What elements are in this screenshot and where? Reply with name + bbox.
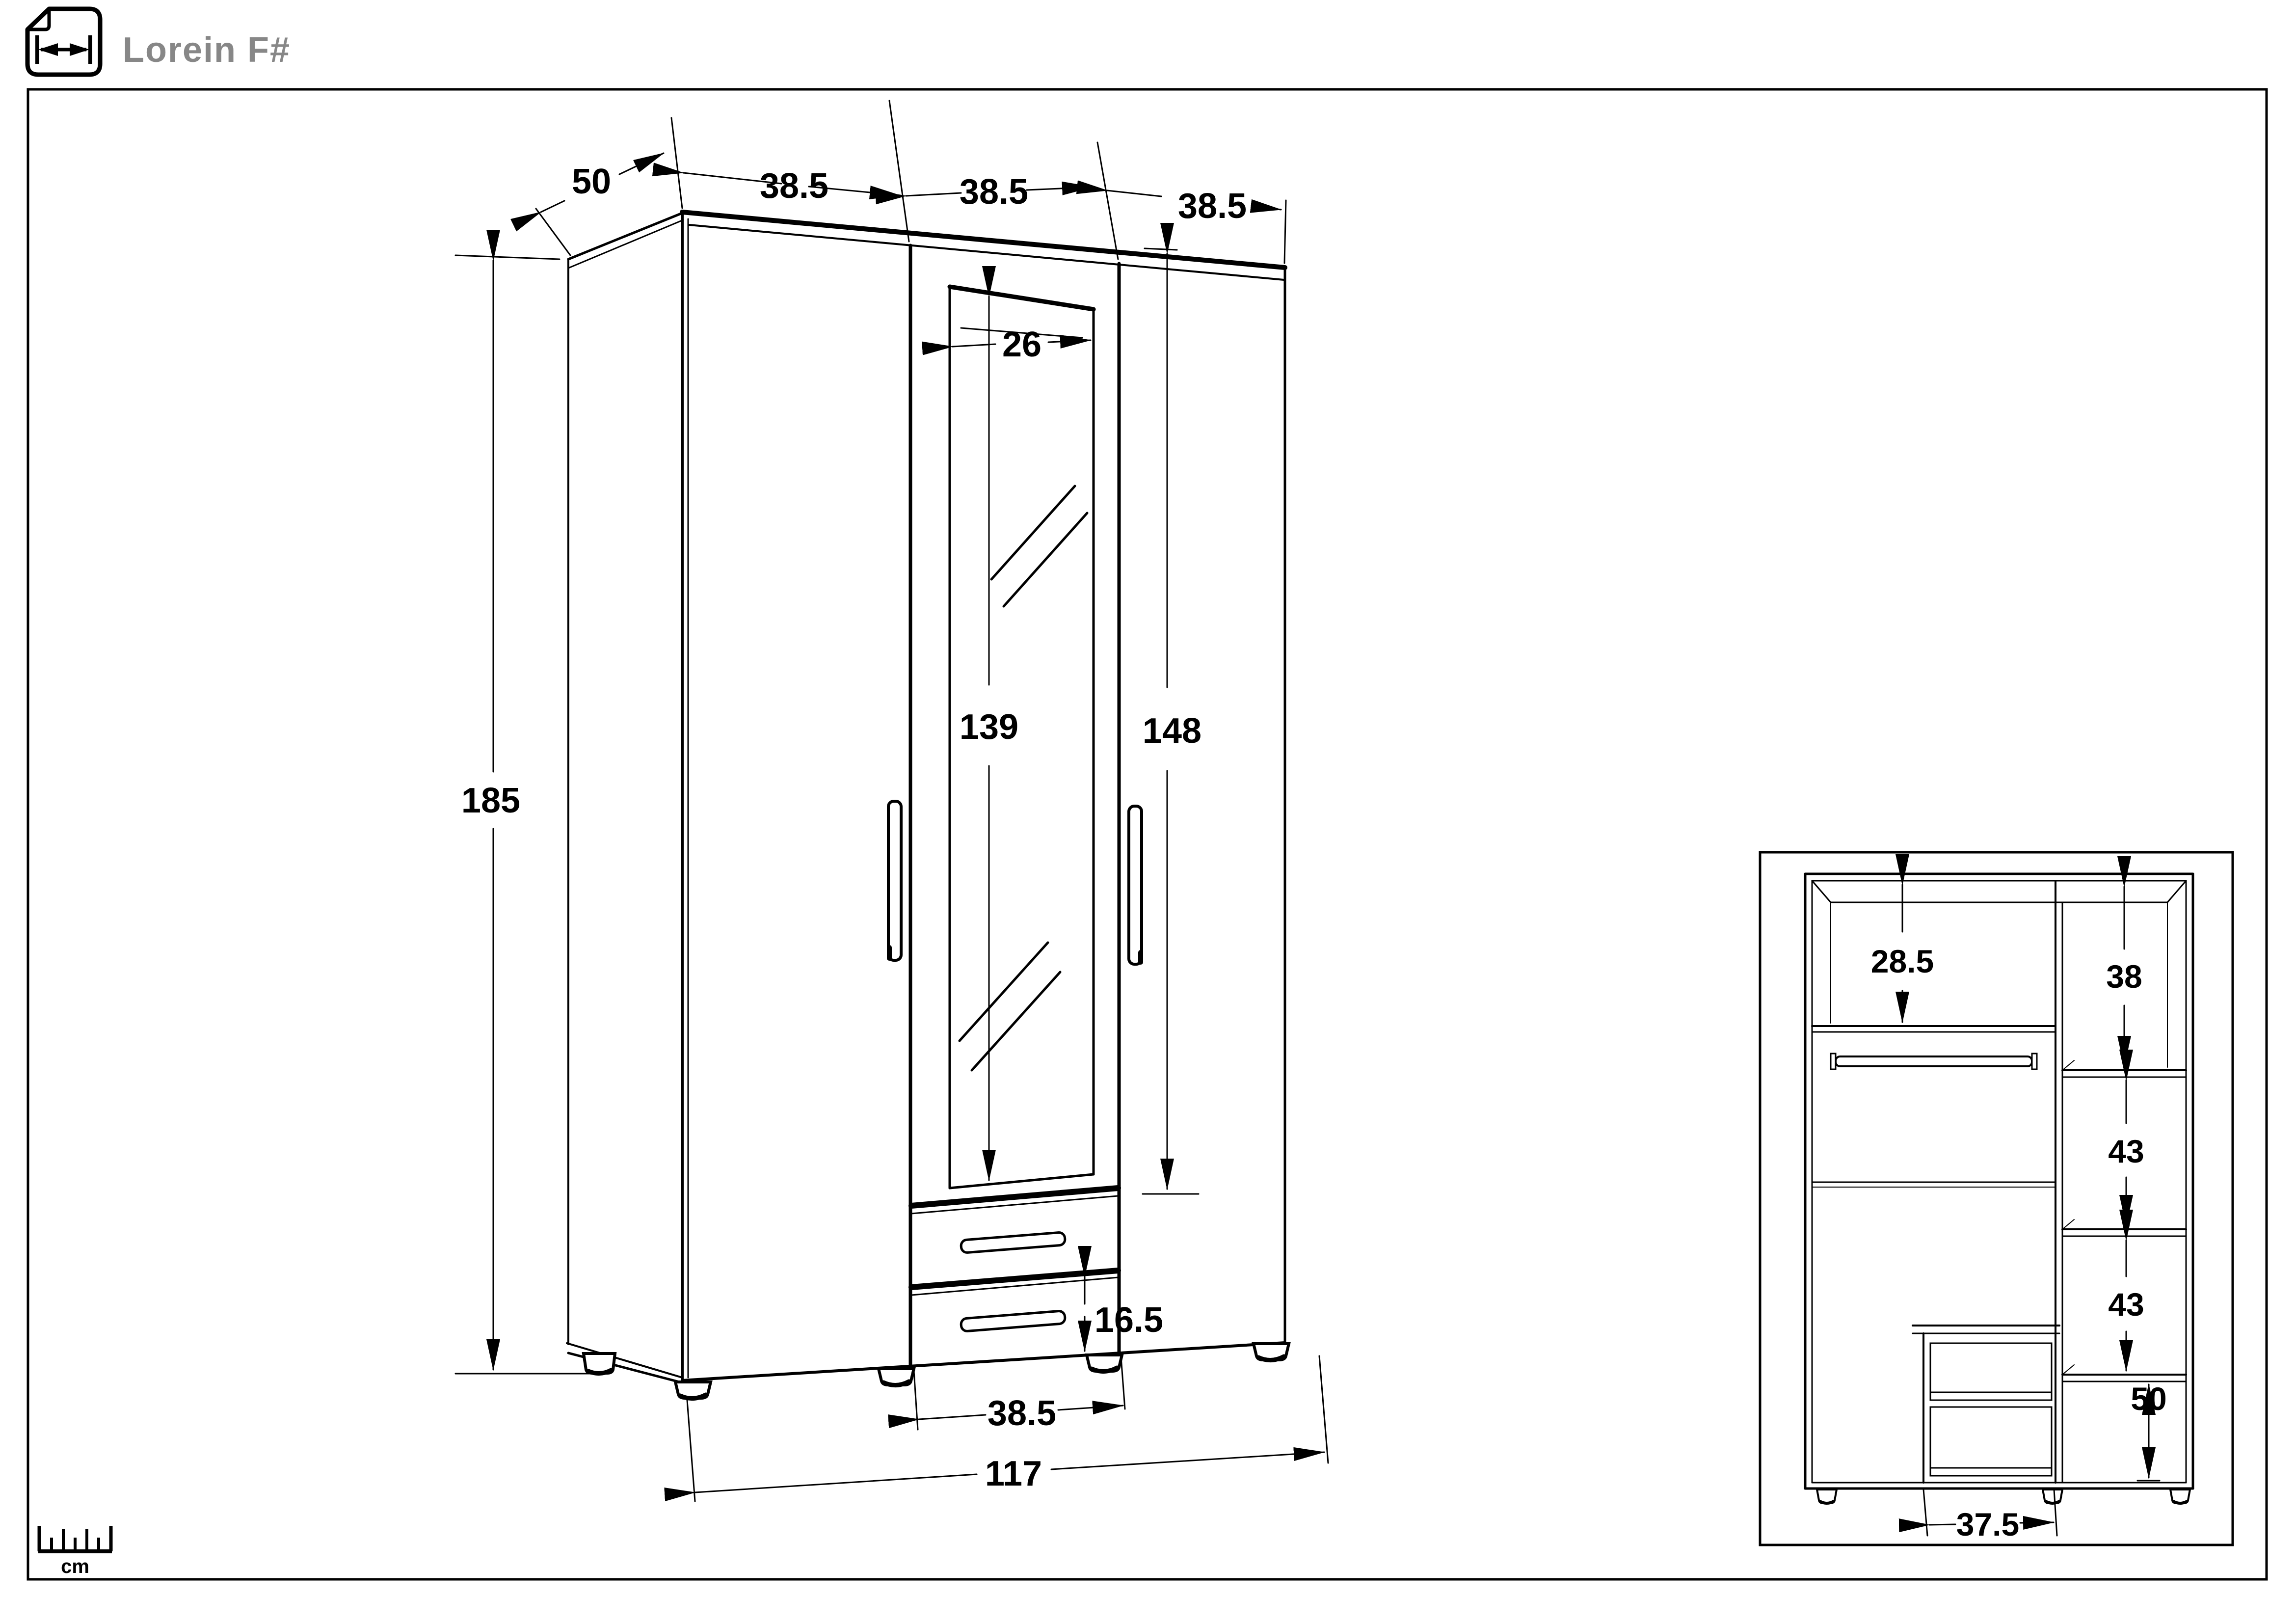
- wardrobe-interior-view: [1760, 852, 2233, 1545]
- dim-right-section-1: 38: [2106, 958, 2142, 995]
- left-door-handle: [888, 801, 901, 960]
- dimension-page-icon: [27, 9, 100, 75]
- interior-right-shelves: [2062, 1060, 2186, 1381]
- header: [27, 9, 291, 75]
- dim-door-height: 148: [1142, 711, 1202, 751]
- dim-total-width: 117: [985, 1454, 1042, 1493]
- dim-right-section-4: 50: [2131, 1380, 2167, 1417]
- hanging-rail: [1836, 1056, 2032, 1066]
- dim-door-width-2: 38.5: [959, 172, 1029, 212]
- dim-door-width-3: 38.5: [1177, 187, 1247, 226]
- dim-middle-section-width: 38.5: [987, 1394, 1057, 1433]
- wardrobe-feet: [584, 1344, 1289, 1399]
- interior-drawer-unit: [1913, 1326, 2059, 1483]
- drawing-title: Lorein F#: [123, 30, 291, 70]
- units-label: cm: [61, 1556, 89, 1577]
- dim-right-section-3: 43: [2108, 1286, 2144, 1323]
- dim-drawer-unit-width: 37.5: [1956, 1506, 2020, 1543]
- drawer-section: [911, 1188, 1118, 1331]
- dim-mirror-height: 139: [959, 707, 1019, 747]
- dim-door-width-1: 38.5: [759, 166, 829, 206]
- dim-top-shelf-space: 28.5: [1870, 943, 1934, 979]
- dim-total-height: 185: [461, 781, 521, 820]
- wardrobe-main-view: [455, 101, 1328, 1501]
- drawer-handle-bottom: [961, 1311, 1065, 1332]
- dim-right-section-2: 43: [2108, 1133, 2144, 1169]
- ruler-icon: [38, 1526, 112, 1551]
- mirror-glass-hatch: [960, 486, 1087, 1070]
- scale-legend: [38, 1526, 112, 1577]
- drawer-handle-top: [961, 1232, 1065, 1253]
- right-door-handle: [1129, 806, 1142, 964]
- dim-depth: 50: [571, 162, 612, 201]
- dim-mirror-width: 26: [1002, 325, 1042, 364]
- interior-left-compartment: [1812, 1026, 2056, 1187]
- dim-drawer-front-height: 16.5: [1094, 1300, 1164, 1340]
- interior-feet: [1817, 1489, 2190, 1503]
